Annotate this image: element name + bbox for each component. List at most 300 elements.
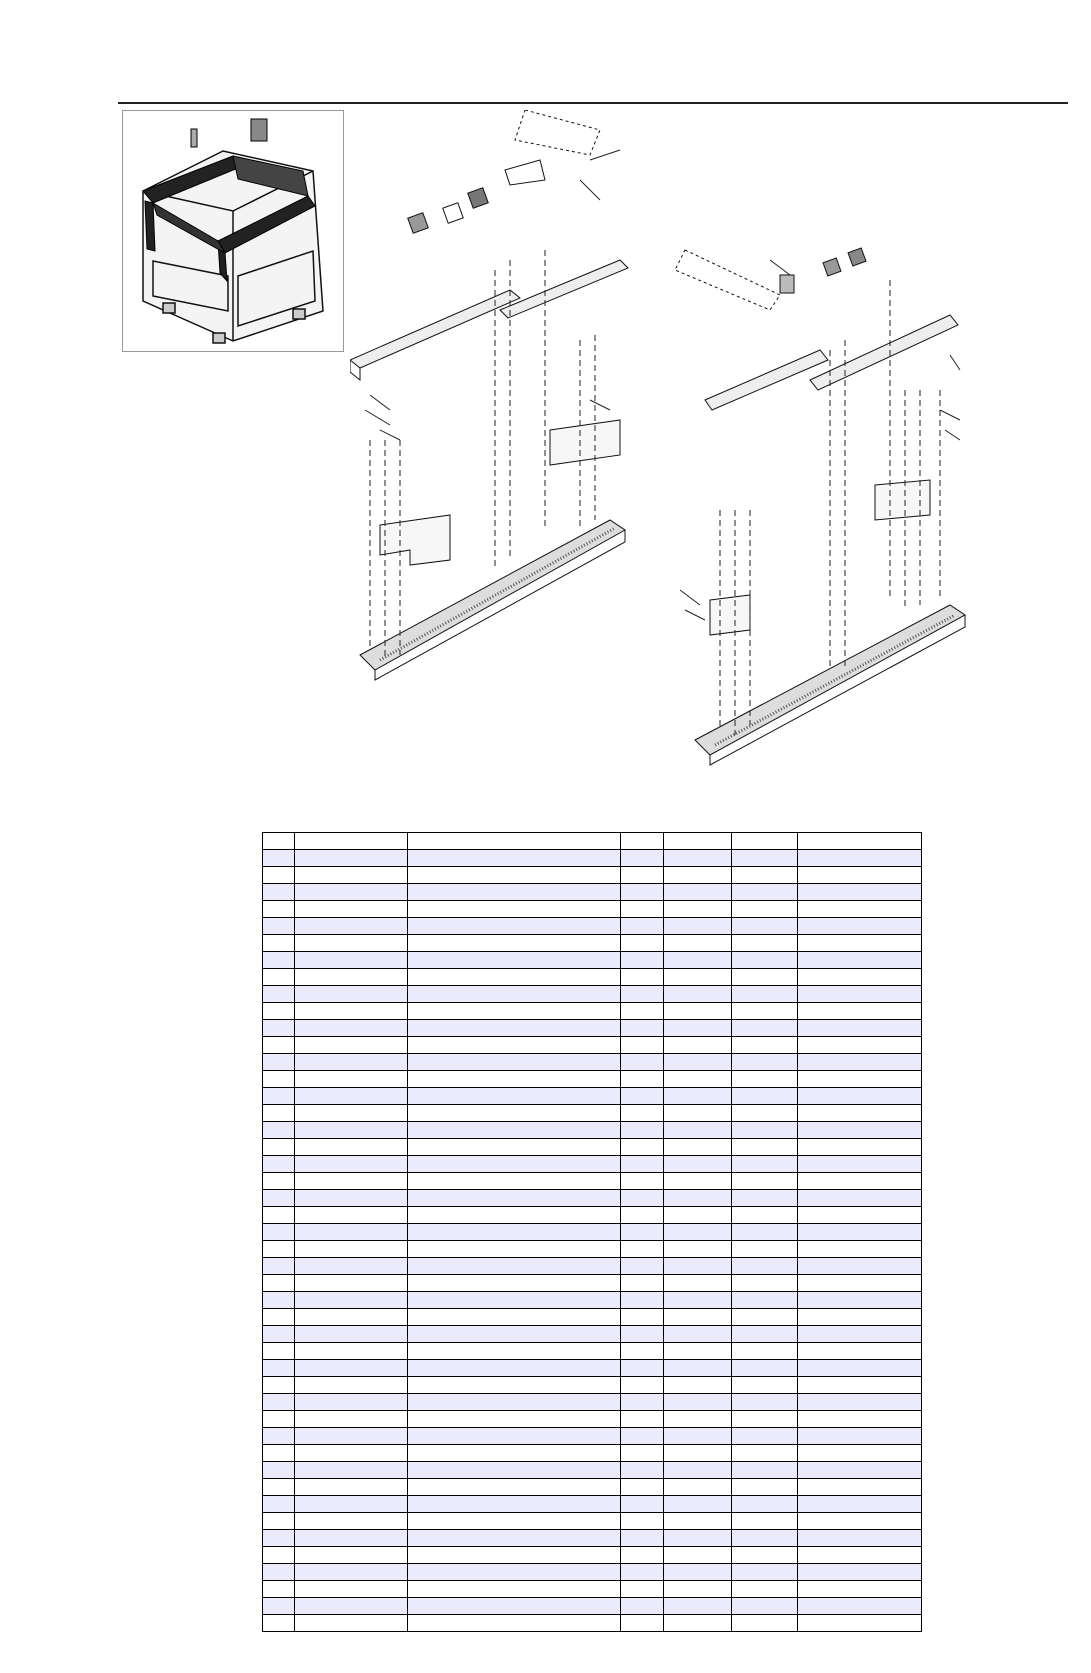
- table-cell: [408, 1428, 621, 1445]
- table-cell: [621, 1173, 664, 1190]
- table-cell: [664, 1598, 732, 1615]
- table-cell: [732, 986, 798, 1003]
- table-cell: [798, 1547, 922, 1564]
- table-cell: [295, 1615, 408, 1632]
- table-cell: [732, 1224, 798, 1241]
- table-cell: [408, 1190, 621, 1207]
- table-cell: [408, 901, 621, 918]
- table-cell: [408, 969, 621, 986]
- table-cell: [798, 1615, 922, 1632]
- table-cell: [732, 1292, 798, 1309]
- table-cell: [621, 1496, 664, 1513]
- table-cell: [295, 1037, 408, 1054]
- table-cell: [295, 1088, 408, 1105]
- table-cell: [732, 1598, 798, 1615]
- table-cell: [732, 1479, 798, 1496]
- table-cell: [621, 1292, 664, 1309]
- table-cell: [732, 884, 798, 901]
- table-cell: [295, 1479, 408, 1496]
- table-cell: [621, 1615, 664, 1632]
- table-cell: [295, 935, 408, 952]
- header-cell: [798, 833, 922, 850]
- table-cell: [732, 1241, 798, 1258]
- table-cell: [798, 918, 922, 935]
- table-cell: [798, 901, 922, 918]
- table-cell: [798, 1360, 922, 1377]
- table-cell: [295, 1139, 408, 1156]
- table-cell: [408, 918, 621, 935]
- table-cell: [732, 1105, 798, 1122]
- table-cell: [664, 1275, 732, 1292]
- table-cell: [798, 1139, 922, 1156]
- table-cell: [664, 1581, 732, 1598]
- table-cell: [263, 1207, 295, 1224]
- table-row: [263, 1190, 922, 1207]
- table-cell: [408, 986, 621, 1003]
- table-cell: [664, 1513, 732, 1530]
- table-cell: [408, 1258, 621, 1275]
- table-cell: [295, 1462, 408, 1479]
- table-cell: [263, 1445, 295, 1462]
- table-cell: [621, 1530, 664, 1547]
- table-cell: [408, 952, 621, 969]
- parts-table: [262, 832, 922, 1632]
- table-cell: [621, 1258, 664, 1275]
- table-cell: [621, 1037, 664, 1054]
- table-cell: [408, 1445, 621, 1462]
- table-cell: [664, 969, 732, 986]
- table-cell: [295, 1105, 408, 1122]
- table-row: [263, 1088, 922, 1105]
- table-cell: [408, 884, 621, 901]
- table-cell: [664, 935, 732, 952]
- table-cell: [664, 1411, 732, 1428]
- table-cell: [664, 1173, 732, 1190]
- table-row: [263, 884, 922, 901]
- table-cell: [408, 1581, 621, 1598]
- table-cell: [263, 901, 295, 918]
- table-cell: [664, 986, 732, 1003]
- table-cell: [621, 884, 664, 901]
- table-row: [263, 1411, 922, 1428]
- table-cell: [798, 1190, 922, 1207]
- table-cell: [664, 1309, 732, 1326]
- table-cell: [621, 1105, 664, 1122]
- table-cell: [798, 1207, 922, 1224]
- table-row: [263, 1224, 922, 1241]
- table-cell: [621, 850, 664, 867]
- table-cell: [263, 1513, 295, 1530]
- table-cell: [408, 1241, 621, 1258]
- table-cell: [732, 1564, 798, 1581]
- table-cell: [798, 1224, 922, 1241]
- table-cell: [408, 1326, 621, 1343]
- table-cell: [732, 1309, 798, 1326]
- table-cell: [664, 1496, 732, 1513]
- table-cell: [408, 1224, 621, 1241]
- table-cell: [732, 1513, 798, 1530]
- table-row: [263, 1054, 922, 1071]
- table-cell: [798, 1020, 922, 1037]
- table-cell: [295, 1275, 408, 1292]
- table-cell: [295, 918, 408, 935]
- table-cell: [263, 1156, 295, 1173]
- table-cell: [621, 1088, 664, 1105]
- table-cell: [263, 1241, 295, 1258]
- table-cell: [408, 1003, 621, 1020]
- table-cell: [664, 1054, 732, 1071]
- table-cell: [798, 1343, 922, 1360]
- table-cell: [732, 1037, 798, 1054]
- table-row: [263, 1105, 922, 1122]
- table-cell: [664, 1326, 732, 1343]
- table-cell: [263, 884, 295, 901]
- table-cell: [664, 1428, 732, 1445]
- table-cell: [664, 1020, 732, 1037]
- table-cell: [408, 867, 621, 884]
- table-cell: [732, 1377, 798, 1394]
- table-cell: [295, 1003, 408, 1020]
- table-cell: [295, 1343, 408, 1360]
- table-cell: [621, 1581, 664, 1598]
- table-cell: [263, 1411, 295, 1428]
- table-cell: [295, 1071, 408, 1088]
- table-cell: [732, 1156, 798, 1173]
- table-cell: [621, 918, 664, 935]
- table-cell: [732, 1207, 798, 1224]
- table-cell: [263, 1037, 295, 1054]
- table-cell: [798, 1479, 922, 1496]
- table-cell: [664, 1139, 732, 1156]
- table-cell: [263, 867, 295, 884]
- table-cell: [798, 1258, 922, 1275]
- table-cell: [408, 1105, 621, 1122]
- table-row: [263, 1598, 922, 1615]
- table-cell: [621, 1462, 664, 1479]
- table-row: [263, 1496, 922, 1513]
- table-cell: [263, 1275, 295, 1292]
- table-cell: [295, 867, 408, 884]
- table-row: [263, 1207, 922, 1224]
- table-cell: [263, 1462, 295, 1479]
- table-cell: [732, 1615, 798, 1632]
- table-cell: [263, 1173, 295, 1190]
- table-cell: [408, 1071, 621, 1088]
- table-cell: [295, 1224, 408, 1241]
- table-cell: [798, 935, 922, 952]
- table-cell: [263, 1547, 295, 1564]
- table-row: [263, 1377, 922, 1394]
- table-cell: [295, 1547, 408, 1564]
- header-cell: [263, 833, 295, 850]
- table-cell: [263, 1190, 295, 1207]
- table-cell: [263, 969, 295, 986]
- table-cell: [664, 1088, 732, 1105]
- table-cell: [621, 935, 664, 952]
- table-cell: [621, 867, 664, 884]
- table-cell: [732, 1258, 798, 1275]
- table-cell: [408, 1530, 621, 1547]
- table-cell: [408, 1054, 621, 1071]
- table-cell: [408, 1513, 621, 1530]
- table-cell: [295, 1054, 408, 1071]
- table-cell: [798, 1394, 922, 1411]
- exploded-assembly-drawing: [350, 110, 1080, 810]
- table-cell: [798, 1598, 922, 1615]
- header-cell: [732, 833, 798, 850]
- table-cell: [732, 1071, 798, 1088]
- table-cell: [408, 1496, 621, 1513]
- table-cell: [295, 1428, 408, 1445]
- table-cell: [295, 1445, 408, 1462]
- table-cell: [408, 1615, 621, 1632]
- table-cell: [664, 1445, 732, 1462]
- table-cell: [408, 1547, 621, 1564]
- table-cell: [621, 952, 664, 969]
- table-row: [263, 1547, 922, 1564]
- table-cell: [295, 1598, 408, 1615]
- table-cell: [263, 1088, 295, 1105]
- table-row: [263, 1139, 922, 1156]
- table-cell: [664, 901, 732, 918]
- table-cell: [295, 1513, 408, 1530]
- table-cell: [621, 1071, 664, 1088]
- table-cell: [408, 1479, 621, 1496]
- table-cell: [295, 850, 408, 867]
- table-cell: [621, 1003, 664, 1020]
- table-cell: [732, 1054, 798, 1071]
- table-cell: [408, 935, 621, 952]
- table-cell: [408, 1088, 621, 1105]
- table-cell: [732, 1394, 798, 1411]
- table-cell: [408, 1598, 621, 1615]
- table-row: [263, 1445, 922, 1462]
- table-cell: [732, 1088, 798, 1105]
- table-cell: [263, 1496, 295, 1513]
- table-cell: [798, 1309, 922, 1326]
- table-cell: [621, 1445, 664, 1462]
- table-cell: [263, 1292, 295, 1309]
- table-cell: [798, 952, 922, 969]
- table-cell: [621, 1241, 664, 1258]
- table-row: [263, 1394, 922, 1411]
- table-cell: [295, 1258, 408, 1275]
- table-row: [263, 935, 922, 952]
- table-cell: [664, 952, 732, 969]
- table-cell: [263, 1071, 295, 1088]
- table-cell: [732, 867, 798, 884]
- table-cell: [798, 1496, 922, 1513]
- table-cell: [295, 952, 408, 969]
- table-cell: [732, 1326, 798, 1343]
- table-cell: [798, 1445, 922, 1462]
- table-cell: [621, 1479, 664, 1496]
- table-cell: [732, 1190, 798, 1207]
- table-cell: [263, 1139, 295, 1156]
- table-cell: [664, 867, 732, 884]
- table-cell: [732, 1581, 798, 1598]
- table-cell: [621, 1513, 664, 1530]
- table-cell: [798, 1156, 922, 1173]
- table-cell: [798, 1173, 922, 1190]
- table-cell: [732, 1343, 798, 1360]
- table-cell: [263, 1377, 295, 1394]
- table-cell: [408, 1462, 621, 1479]
- table-cell: [263, 918, 295, 935]
- table-cell: [732, 1003, 798, 1020]
- table-cell: [664, 884, 732, 901]
- header-cell: [664, 833, 732, 850]
- table-cell: [798, 986, 922, 1003]
- table-row: [263, 1258, 922, 1275]
- table-cell: [263, 1428, 295, 1445]
- table-row: [263, 1292, 922, 1309]
- table-cell: [732, 952, 798, 969]
- table-cell: [263, 986, 295, 1003]
- table-cell: [263, 1020, 295, 1037]
- table-row: [263, 1513, 922, 1530]
- table-cell: [664, 1462, 732, 1479]
- table-cell: [732, 935, 798, 952]
- table-row: [263, 1275, 922, 1292]
- table-cell: [732, 1496, 798, 1513]
- table-cell: [664, 1292, 732, 1309]
- table-cell: [408, 850, 621, 867]
- table-cell: [408, 1122, 621, 1139]
- table-cell: [732, 1122, 798, 1139]
- table-row: [263, 1241, 922, 1258]
- table-cell: [798, 867, 922, 884]
- table-cell: [664, 1224, 732, 1241]
- table-row: [263, 1360, 922, 1377]
- table-cell: [408, 1020, 621, 1037]
- table-cell: [798, 1241, 922, 1258]
- table-row: [263, 1564, 922, 1581]
- table-row: [263, 1428, 922, 1445]
- table-cell: [263, 935, 295, 952]
- table-cell: [408, 1343, 621, 1360]
- table-cell: [408, 1156, 621, 1173]
- table-cell: [408, 1275, 621, 1292]
- table-cell: [408, 1292, 621, 1309]
- table-cell: [621, 1360, 664, 1377]
- table-cell: [798, 1105, 922, 1122]
- table-cell: [621, 1122, 664, 1139]
- table-cell: [664, 1190, 732, 1207]
- table-row: [263, 1615, 922, 1632]
- table-cell: [621, 1275, 664, 1292]
- table-cell: [295, 1530, 408, 1547]
- table-cell: [732, 1139, 798, 1156]
- table-cell: [798, 1054, 922, 1071]
- table-cell: [664, 1377, 732, 1394]
- table-cell: [732, 1360, 798, 1377]
- table-row: [263, 1003, 922, 1020]
- table-row: [263, 1071, 922, 1088]
- table-cell: [295, 1309, 408, 1326]
- table-cell: [263, 1581, 295, 1598]
- table-cell: [621, 1054, 664, 1071]
- table-cell: [263, 1105, 295, 1122]
- table-cell: [664, 1360, 732, 1377]
- table-cell: [263, 952, 295, 969]
- parts-table-body: [263, 850, 922, 1632]
- table-cell: [295, 969, 408, 986]
- table-row: [263, 918, 922, 935]
- table-cell: [798, 1377, 922, 1394]
- table-cell: [732, 1275, 798, 1292]
- table-cell: [664, 1156, 732, 1173]
- table-cell: [408, 1309, 621, 1326]
- table-row: [263, 901, 922, 918]
- header-rule: [118, 102, 1068, 104]
- table-cell: [621, 1309, 664, 1326]
- table-cell: [664, 850, 732, 867]
- table-cell: [732, 918, 798, 935]
- table-cell: [798, 1462, 922, 1479]
- table-row: [263, 1309, 922, 1326]
- table-cell: [408, 1411, 621, 1428]
- table-cell: [263, 850, 295, 867]
- table-cell: [664, 1479, 732, 1496]
- table-cell: [295, 1190, 408, 1207]
- table-cell: [263, 1309, 295, 1326]
- table-cell: [664, 1207, 732, 1224]
- table-cell: [295, 1564, 408, 1581]
- table-cell: [621, 1377, 664, 1394]
- table-cell: [263, 1479, 295, 1496]
- table-cell: [664, 1547, 732, 1564]
- table-cell: [664, 1122, 732, 1139]
- table-cell: [295, 1207, 408, 1224]
- table-cell: [263, 1343, 295, 1360]
- table-cell: [408, 1564, 621, 1581]
- table-cell: [621, 1139, 664, 1156]
- table-cell: [621, 1564, 664, 1581]
- table-cell: [295, 884, 408, 901]
- table-cell: [798, 1071, 922, 1088]
- table-cell: [664, 1343, 732, 1360]
- machine-overview-image: [122, 110, 344, 352]
- table-row: [263, 1326, 922, 1343]
- table-cell: [621, 1343, 664, 1360]
- table-cell: [798, 1564, 922, 1581]
- table-cell: [295, 1360, 408, 1377]
- table-cell: [664, 1615, 732, 1632]
- table-cell: [664, 1241, 732, 1258]
- table-cell: [798, 1581, 922, 1598]
- table-cell: [263, 1615, 295, 1632]
- table-cell: [408, 1394, 621, 1411]
- table-row: [263, 986, 922, 1003]
- table-cell: [263, 1598, 295, 1615]
- table-cell: [295, 1496, 408, 1513]
- table-cell: [295, 1411, 408, 1428]
- table-cell: [798, 1037, 922, 1054]
- table-cell: [732, 901, 798, 918]
- table-cell: [295, 1241, 408, 1258]
- table-cell: [621, 1207, 664, 1224]
- table-cell: [798, 1530, 922, 1547]
- table-cell: [798, 884, 922, 901]
- table-cell: [263, 1530, 295, 1547]
- table-cell: [621, 1598, 664, 1615]
- table-cell: [621, 1428, 664, 1445]
- table-cell: [798, 969, 922, 986]
- table-cell: [732, 850, 798, 867]
- table-cell: [621, 1547, 664, 1564]
- table-cell: [798, 1292, 922, 1309]
